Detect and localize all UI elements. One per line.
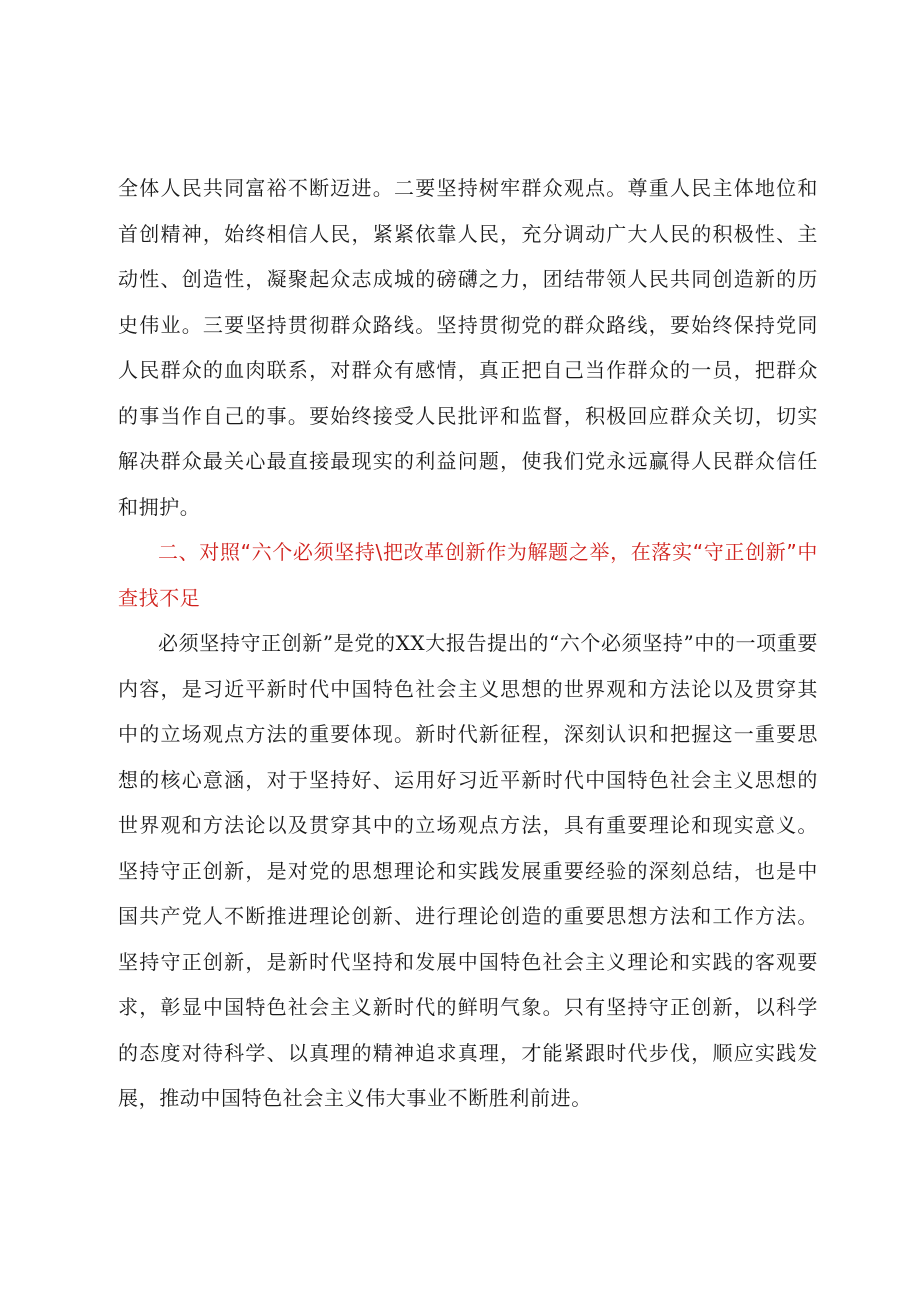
- document-body: [118, 166, 818, 1122]
- paragraph-uphold-innovation: 必须坚持守正创新”是党的XX大报告提出的“六个必须坚持”中的一项重要内容，是习近平新时代中国特色社会主义思想的世界观和方法论以及贯穿其中的立场观点方法的重要体现。新时代新征程，深刻认识和把握这一重要思想的核心意涵，对于坚持好、运用好习近平新时代中国特色社会主义思想的世界观和方法论以及贯穿其中的立场观点方法，具有重要理论和现实意义。坚持守正创新，是对党的思想理论和实践发展重要经验的深刻总结，也是中国共产党人不断推进理论创新、进行理论创造的重要思想方法和工作方法。坚持守正创新，是新时代坚持和发展中国特色社会主义理论和实践的客观要求，彰显中国特色社会主义新时代的鲜明气象。只有坚持守正创新，以科学的态度对待科学、以真理的精神追求真理，才能紧跟时代步伐，顺应实践发展，推动中国特色社会主义伟大事业不断胜利前进。: [118, 631, 818, 1110]
- paragraph-mass-line: 全体人民共同富裕不断迈进。二要坚持树牢群众观点。尊重人民主体地位和首创精神，始终相信人民，紧紧依靠人民，充分调动广大人民的积极性、主动性、创造性，凝聚起众志成城的磅礴之力，团结带领人民共同创造新的历史伟业。三要坚持贯彻群众路线。坚持贯彻党的群众路线，要始终保持党同人民群众的血肉联系，对群众有感情，真正把自己当作群众的一员，把群众的事当作自己的事。要始终接受人民批评和监督，积极回应群众关切，切实解决群众最关心最直接最现实的利益问题，使我们党永远赢得人民群众信任和拥护。: [118, 176, 818, 519]
- section-heading-two: 二、对照“六个必须坚持\把改革创新作为解题之举，在落实“守正创新”中查找不足: [118, 540, 818, 610]
